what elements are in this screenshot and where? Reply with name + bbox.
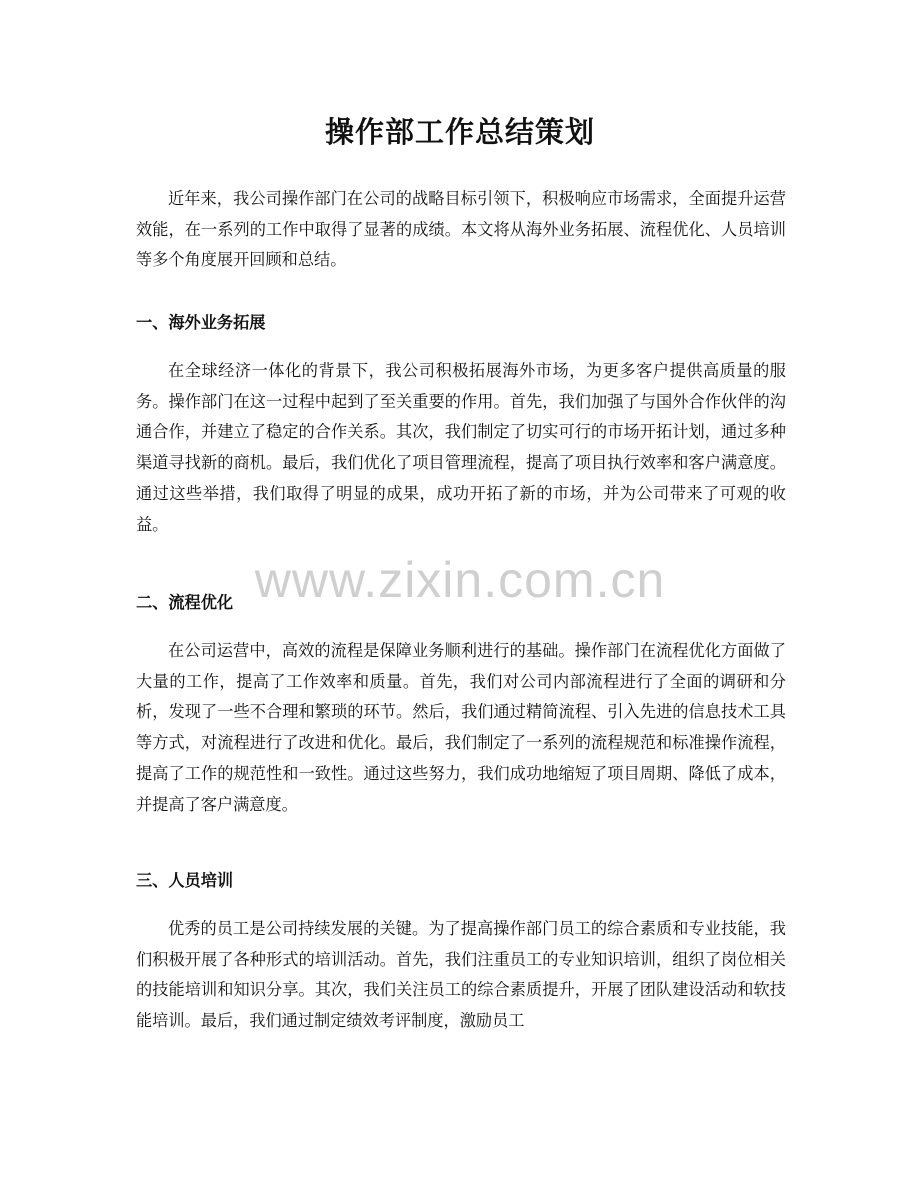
section-body-process: 在公司运营中，高效的流程是保障业务顺利进行的基础。操作部门在流程优化方面做了大量的工作，提高了工作效率和质量。首先，我们对公司内部流程进行了全面的调研和分析，发现了一些不合理和繁琐的环节。然后，我们通过精简流程、引入先进的信息技术工具等方式，对流程进行了改进和优化。最后，我们制定了一系列的流程规范和标准操作流程，提高了工作的规范性和一致性。通过这些努力，我们成功地缩短了项目周期、降低了成本，并提高了客户满意度。 [136, 641, 786, 814]
site-watermark: www.zixin.com.cn [254, 552, 666, 608]
section-body-training: 优秀的员工是公司持续发展的关键。为了提高操作部门员工的综合素质和专业技能，我们积极开展了各种形式的培训活动。首先，我们注重员工的专业知识培训，组织了岗位相关的技能培训和知识分享。其次，我们关注员工的综合素质提升，开展了团队建设活动和软技能培训。最后，我们通过制定绩效考评制度，激励员工 [136, 919, 786, 1031]
section-heading-overseas: 一、海外业务拓展 [136, 313, 266, 332]
intro-paragraph: 近年来，我公司操作部门在公司的战略目标引领下，积极响应市场需求，全面提升运营效能，在一系列的工作中取得了显著的成绩。本文将从海外业务拓展、流程优化、人员培训等多个角度展开回顾和总结。 [136, 189, 786, 270]
section-heading-training: 三、人员培训 [136, 871, 234, 890]
document-title: 操作部工作总结策划 [324, 115, 595, 149]
section-heading-process: 二、流程优化 [136, 593, 234, 612]
section-body-overseas: 在全球经济一体化的背景下，我公司积极拓展海外市场，为更多客户提供高质量的服务。操作部门在这一过程中起到了至关重要的作用。首先，我们加强了与国外合作伙伴的沟通合作，并建立了稳定的合作关系。其次，我们制定了切实可行的市场开拓计划，通过多种渠道寻找新的商机。最后，我们优化了项目管理流程，提高了项目执行效率和客户满意度。通过这些举措，我们取得了明显的成果，成功开拓了新的市场，并为公司带来了可观的收益。 [136, 361, 786, 534]
